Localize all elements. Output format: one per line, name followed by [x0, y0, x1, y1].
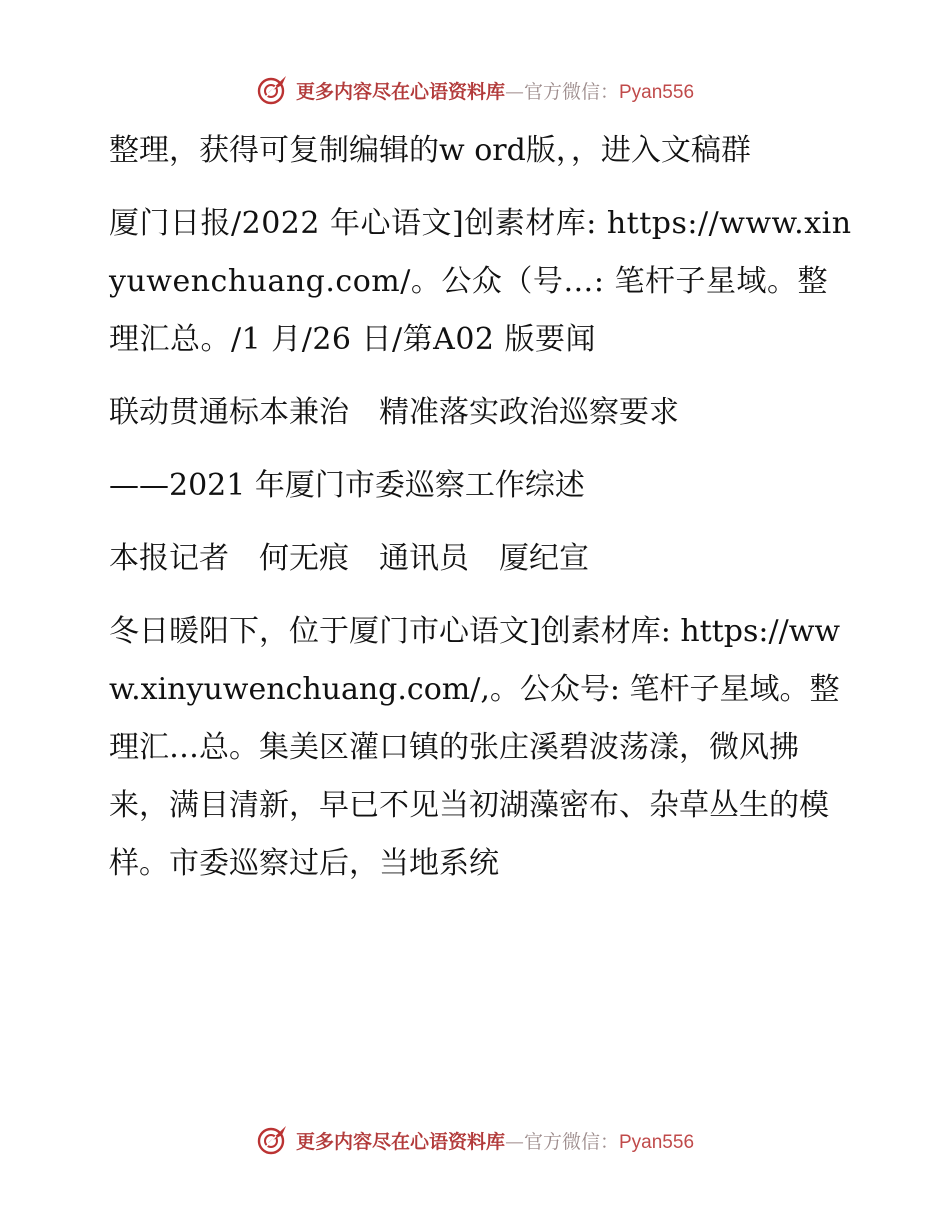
watermark-prefix: 更多内容尽在心语资料库 [295, 1130, 505, 1153]
watermark-wechat-id: Pyan556 [619, 81, 695, 103]
document-body [97, 122, 857, 908]
byline: 本报记者 何无痕 通讯员 厦纪宣 [109, 541, 589, 576]
source-paragraph: 厦门日报/2022 年心语文]创素材库: https://www.xinyuwenchuang.com/。公众（号…: 笔杆子星域。整理汇总。/1 月/26 日/第A02 版要闻 [109, 206, 852, 357]
watermark-wechat-id: Pyan556 [619, 1131, 695, 1153]
footer-watermark [0, 1118, 950, 1162]
watermark-text [296, 1127, 694, 1154]
watermark-prefix: 更多内容尽在心语资料库 [295, 80, 505, 103]
watermark-dash: — [504, 1130, 524, 1153]
header-watermark [0, 68, 950, 112]
article-title: 联动贯通标本兼治 精准落实政治巡察要求 [109, 395, 679, 430]
watermark-text [296, 77, 694, 104]
watermark-dash: — [504, 80, 524, 103]
quill-logo-icon [256, 73, 290, 107]
quill-logo-icon [256, 1123, 290, 1157]
watermark-wechat-label: 官方微信： [523, 1130, 619, 1153]
intro-paragraph: 整理，获得可复制编辑的w ord版，，进入文稿群 [109, 133, 751, 168]
body-paragraph: 冬日暖阳下，位于厦门市心语文]创素材库: https://www.xinyuwenchuang.com/,。公众号: 笔杆子星域。整理汇…总。集美区灌口镇的张庄溪碧波荡漾，微风拂来，满目清新，早已不见当初湖藻密布、杂草丛生的模样。市委巡察过后，当地系统 [109, 614, 841, 881]
watermark-wechat-label: 官方微信： [523, 80, 619, 103]
article-subtitle: ——2021 年厦门市委巡察工作综述 [109, 468, 585, 503]
